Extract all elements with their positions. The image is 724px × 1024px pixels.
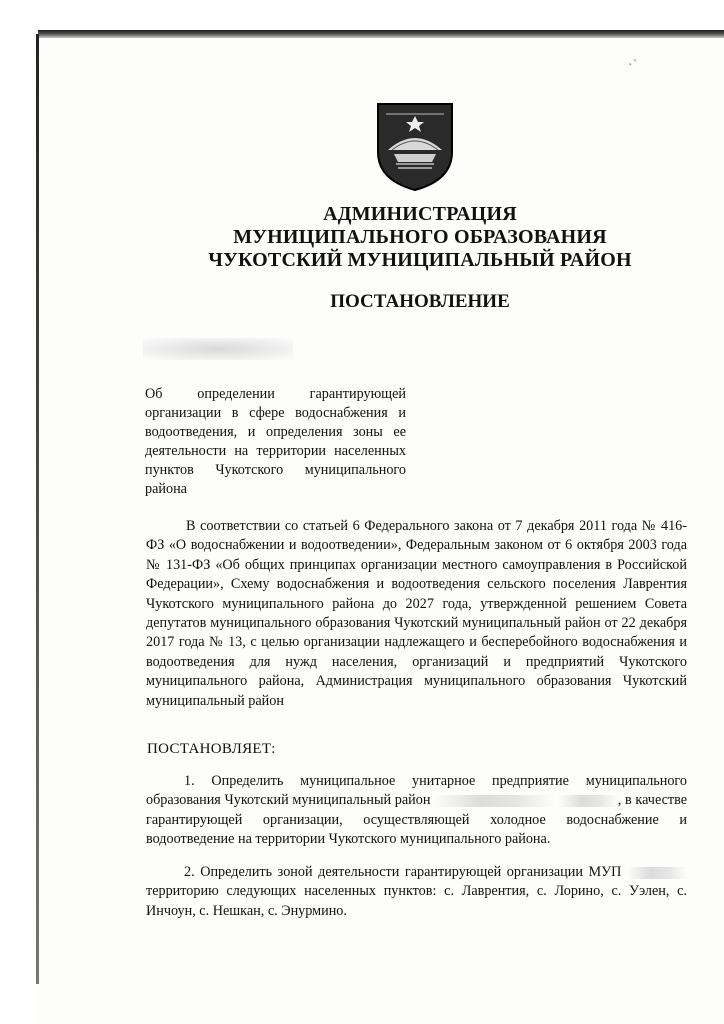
item-1-start: 1. Определить муниципальное унитарное предприятие муниципального образования Чукотский муниципальный район: [146, 773, 687, 809]
redacted-date-number: [143, 338, 293, 360]
item-1-end: , в качестве гарантирующей организации, осуществляющей холодное водоснабжение и водоотведение на территории Чукотского муниципального района.: [146, 792, 688, 848]
redacted-organization-short: [627, 867, 687, 879]
redacted-organization-name: [434, 795, 554, 807]
document-type: ПОСТАНОВЛЕНИЕ: [330, 291, 510, 312]
item-2-end: территорию следующих населенных пунктов: с. Лаврентия, с. Лорино, с. Уэлен, с. Инчоун, с. Нешкан, с. Энурмино.: [146, 883, 687, 919]
resolves-heading: ПОСТАНОВЛЯЕТ:: [147, 741, 276, 757]
item-1-paragraph: [146, 772, 687, 850]
header-district: ЧУКОТСКИЙ МУНИЦИПАЛЬНЫЙ РАЙОН: [208, 249, 632, 271]
header-municipal-formation: МУНИЦИПАЛЬНОГО ОБРАЗОВАНИЯ: [233, 226, 607, 248]
document-subject: Об определении гарантирующей организации в сфере водоснабжения и водоотведения, и определения зоны ее деятельности на территории населенных пунктов Чукотского муниципального района: [145, 386, 406, 497]
item-2-start: 2. Определить зоной деятельности гарантирующей организации МУП: [184, 864, 622, 880]
preamble-paragraph: В соответствии со статьей 6 Федерального закона от 7 декабря 2011 года № 416-ФЗ «О водоснабжении и водоотведении», Федеральным законом от 6 октября 2003 года № 131-ФЗ «Об общих принципах организации местного самоуправления в Российской Федерации», Схему водоснабжения и водоотведения сельского поселения Лаврентия Чукотского муниципального района до 2027 года, утвержденной решением Совета депутатов муниципального образования Чукотский муниципальный район от 22 декабря 2017 года № 13, с целью организации надлежащего и бесперебойного водоснабжения и водоотведения для нужд населения, организаций и предприятий Чукотского муниципального района, Администрация муниципального образования Чукотский муниципальный район: [146, 518, 687, 709]
redacted-organization-abbr: [558, 795, 618, 807]
scan-speck: ·ˋ: [628, 58, 638, 73]
item-2-paragraph: [146, 863, 687, 921]
coat-of-arms-icon: [374, 100, 456, 192]
header-administration: АДМИНИСТРАЦИЯ: [323, 203, 517, 225]
